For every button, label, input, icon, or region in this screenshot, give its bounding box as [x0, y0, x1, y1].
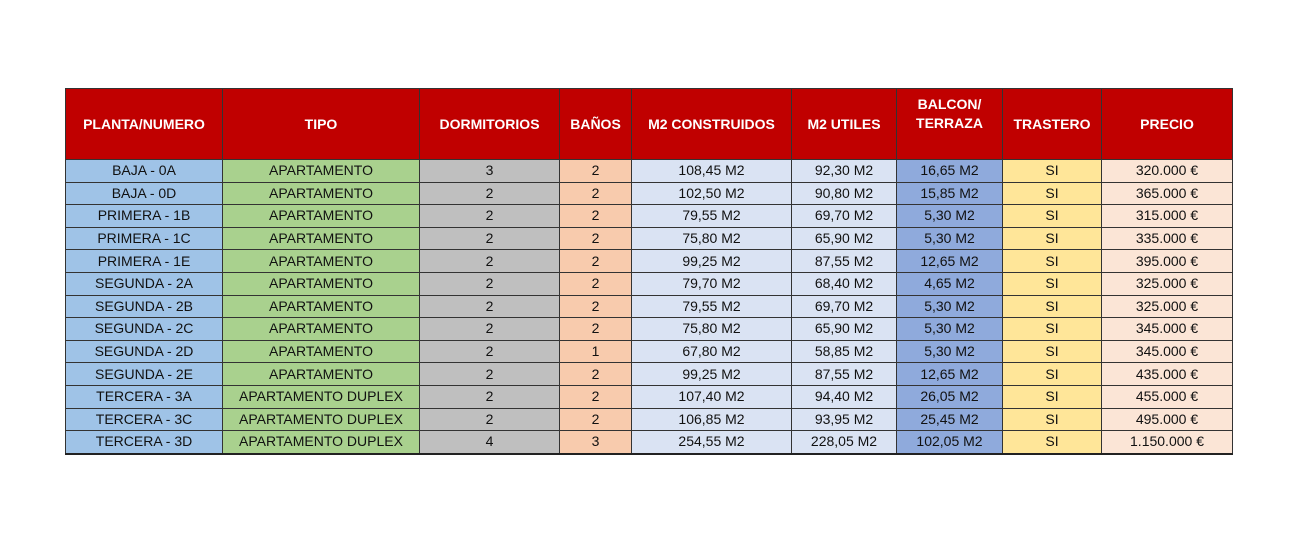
banos-cell: 2 [560, 160, 632, 183]
trastero-cell: SI [1003, 272, 1102, 295]
planta-numero-cell: BAJA - 0A [66, 160, 223, 183]
m2-construidos-cell: 102,50 M2 [632, 182, 792, 205]
table-row [66, 431, 1233, 454]
balcon-terraza-cell: 12,65 M2 [897, 363, 1003, 386]
tipo-cell: APARTAMENTO DUPLEX [223, 408, 420, 431]
trastero-cell: SI [1003, 318, 1102, 341]
m2-construidos-cell: 79,55 M2 [632, 205, 792, 228]
m2-construidos-cell: 106,85 M2 [632, 408, 792, 431]
dormitorios-cell: 2 [420, 385, 560, 408]
m2-construidos-cell: 108,45 M2 [632, 160, 792, 183]
tipo-cell: APARTAMENTO [223, 227, 420, 250]
table-row [66, 272, 1233, 295]
header-m2-construidos: M2 CONSTRUIDOS [632, 89, 792, 160]
trastero-cell: SI [1003, 363, 1102, 386]
balcon-terraza-cell: 15,85 M2 [897, 182, 1003, 205]
tipo-cell: APARTAMENTO [223, 160, 420, 183]
banos-cell: 2 [560, 182, 632, 205]
tipo-cell: APARTAMENTO DUPLEX [223, 385, 420, 408]
m2-utiles-cell: 93,95 M2 [792, 408, 897, 431]
table-row [66, 363, 1233, 386]
balcon-terraza-cell: 25,45 M2 [897, 408, 1003, 431]
m2-utiles-cell: 90,80 M2 [792, 182, 897, 205]
precio-cell: 320.000 € [1102, 160, 1233, 183]
precio-cell: 345.000 € [1102, 318, 1233, 341]
m2-construidos-cell: 107,40 M2 [632, 385, 792, 408]
trastero-cell: SI [1003, 340, 1102, 363]
banos-cell: 2 [560, 385, 632, 408]
header-planta-numero: PLANTA/NUMERO [66, 89, 223, 160]
planta-numero-cell: SEGUNDA - 2D [66, 340, 223, 363]
planta-numero-cell: SEGUNDA - 2B [66, 295, 223, 318]
planta-numero-cell: TERCERA - 3C [66, 408, 223, 431]
planta-numero-cell: TERCERA - 3D [66, 431, 223, 454]
table-row [66, 160, 1233, 183]
dormitorios-cell: 2 [420, 182, 560, 205]
units-price-table [65, 88, 1233, 455]
balcon-terraza-cell: 5,30 M2 [897, 340, 1003, 363]
planta-numero-cell: BAJA - 0D [66, 182, 223, 205]
planta-numero-cell: PRIMERA - 1B [66, 205, 223, 228]
header-balcon-terraza: BALCON/ TERRAZA [897, 89, 1003, 160]
m2-construidos-cell: 75,80 M2 [632, 318, 792, 341]
planta-numero-cell: PRIMERA - 1C [66, 227, 223, 250]
trastero-cell: SI [1003, 160, 1102, 183]
precio-cell: 325.000 € [1102, 272, 1233, 295]
table-row [66, 182, 1233, 205]
dormitorios-cell: 4 [420, 431, 560, 454]
trastero-cell: SI [1003, 295, 1102, 318]
dormitorios-cell: 2 [420, 340, 560, 363]
tipo-cell: APARTAMENTO [223, 250, 420, 273]
table-header [66, 89, 1233, 160]
planta-numero-cell: SEGUNDA - 2E [66, 363, 223, 386]
m2-utiles-cell: 68,40 M2 [792, 272, 897, 295]
tipo-cell: APARTAMENTO [223, 340, 420, 363]
table-row [66, 385, 1233, 408]
dormitorios-cell: 3 [420, 160, 560, 183]
m2-construidos-cell: 67,80 M2 [632, 340, 792, 363]
dormitorios-cell: 2 [420, 408, 560, 431]
m2-utiles-cell: 69,70 M2 [792, 295, 897, 318]
banos-cell: 2 [560, 363, 632, 386]
m2-utiles-cell: 87,55 M2 [792, 363, 897, 386]
header-tipo: TIPO [223, 89, 420, 160]
dormitorios-cell: 2 [420, 295, 560, 318]
balcon-terraza-cell: 5,30 M2 [897, 205, 1003, 228]
header-row [66, 89, 1233, 160]
dormitorios-cell: 2 [420, 250, 560, 273]
m2-utiles-cell: 228,05 M2 [792, 431, 897, 454]
m2-utiles-cell: 65,90 M2 [792, 227, 897, 250]
table-row [66, 250, 1233, 273]
m2-construidos-cell: 79,70 M2 [632, 272, 792, 295]
precio-cell: 395.000 € [1102, 250, 1233, 273]
planta-numero-cell: SEGUNDA - 2A [66, 272, 223, 295]
trastero-cell: SI [1003, 182, 1102, 205]
dormitorios-cell: 2 [420, 205, 560, 228]
balcon-terraza-cell: 16,65 M2 [897, 160, 1003, 183]
header-trastero: TRASTERO [1003, 89, 1102, 160]
banos-cell: 1 [560, 340, 632, 363]
banos-cell: 2 [560, 408, 632, 431]
m2-utiles-cell: 58,85 M2 [792, 340, 897, 363]
dormitorios-cell: 2 [420, 363, 560, 386]
banos-cell: 3 [560, 431, 632, 454]
table-row [66, 340, 1233, 363]
trastero-cell: SI [1003, 250, 1102, 273]
m2-utiles-cell: 69,70 M2 [792, 205, 897, 228]
header-m2-utiles: M2 UTILES [792, 89, 897, 160]
dormitorios-cell: 2 [420, 272, 560, 295]
balcon-terraza-cell: 4,65 M2 [897, 272, 1003, 295]
planta-numero-cell: SEGUNDA - 2C [66, 318, 223, 341]
trastero-cell: SI [1003, 408, 1102, 431]
m2-construidos-cell: 254,55 M2 [632, 431, 792, 454]
m2-utiles-cell: 94,40 M2 [792, 385, 897, 408]
m2-construidos-cell: 99,25 M2 [632, 250, 792, 273]
tipo-cell: APARTAMENTO DUPLEX [223, 431, 420, 454]
precio-cell: 435.000 € [1102, 363, 1233, 386]
banos-cell: 2 [560, 318, 632, 341]
trastero-cell: SI [1003, 431, 1102, 454]
header-banos: BAÑOS [560, 89, 632, 160]
banos-cell: 2 [560, 205, 632, 228]
tipo-cell: APARTAMENTO [223, 272, 420, 295]
table-body [66, 160, 1233, 454]
balcon-terraza-cell: 26,05 M2 [897, 385, 1003, 408]
precio-cell: 335.000 € [1102, 227, 1233, 250]
m2-construidos-cell: 99,25 M2 [632, 363, 792, 386]
trastero-cell: SI [1003, 227, 1102, 250]
trastero-cell: SI [1003, 205, 1102, 228]
table-row [66, 227, 1233, 250]
banos-cell: 2 [560, 227, 632, 250]
balcon-terraza-cell: 102,05 M2 [897, 431, 1003, 454]
m2-utiles-cell: 65,90 M2 [792, 318, 897, 341]
tipo-cell: APARTAMENTO [223, 295, 420, 318]
precio-cell: 365.000 € [1102, 182, 1233, 205]
header-precio: PRECIO [1102, 89, 1233, 160]
planta-numero-cell: TERCERA - 3A [66, 385, 223, 408]
banos-cell: 2 [560, 272, 632, 295]
planta-numero-cell: PRIMERA - 1E [66, 250, 223, 273]
m2-utiles-cell: 92,30 M2 [792, 160, 897, 183]
tipo-cell: APARTAMENTO [223, 318, 420, 341]
precio-cell: 455.000 € [1102, 385, 1233, 408]
m2-construidos-cell: 75,80 M2 [632, 227, 792, 250]
banos-cell: 2 [560, 295, 632, 318]
m2-construidos-cell: 79,55 M2 [632, 295, 792, 318]
precio-cell: 495.000 € [1102, 408, 1233, 431]
balcon-terraza-cell: 5,30 M2 [897, 227, 1003, 250]
table-row [66, 295, 1233, 318]
balcon-terraza-cell: 5,30 M2 [897, 295, 1003, 318]
precio-cell: 345.000 € [1102, 340, 1233, 363]
banos-cell: 2 [560, 250, 632, 273]
tipo-cell: APARTAMENTO [223, 182, 420, 205]
dormitorios-cell: 2 [420, 227, 560, 250]
table-row [66, 318, 1233, 341]
balcon-terraza-cell: 12,65 M2 [897, 250, 1003, 273]
table-row [66, 408, 1233, 431]
table-row [66, 205, 1233, 228]
precio-cell: 1.150.000 € [1102, 431, 1233, 454]
precio-cell: 315.000 € [1102, 205, 1233, 228]
tipo-cell: APARTAMENTO [223, 363, 420, 386]
m2-utiles-cell: 87,55 M2 [792, 250, 897, 273]
balcon-terraza-cell: 5,30 M2 [897, 318, 1003, 341]
dormitorios-cell: 2 [420, 318, 560, 341]
tipo-cell: APARTAMENTO [223, 205, 420, 228]
trastero-cell: SI [1003, 385, 1102, 408]
header-dormitorios: DORMITORIOS [420, 89, 560, 160]
precio-cell: 325.000 € [1102, 295, 1233, 318]
